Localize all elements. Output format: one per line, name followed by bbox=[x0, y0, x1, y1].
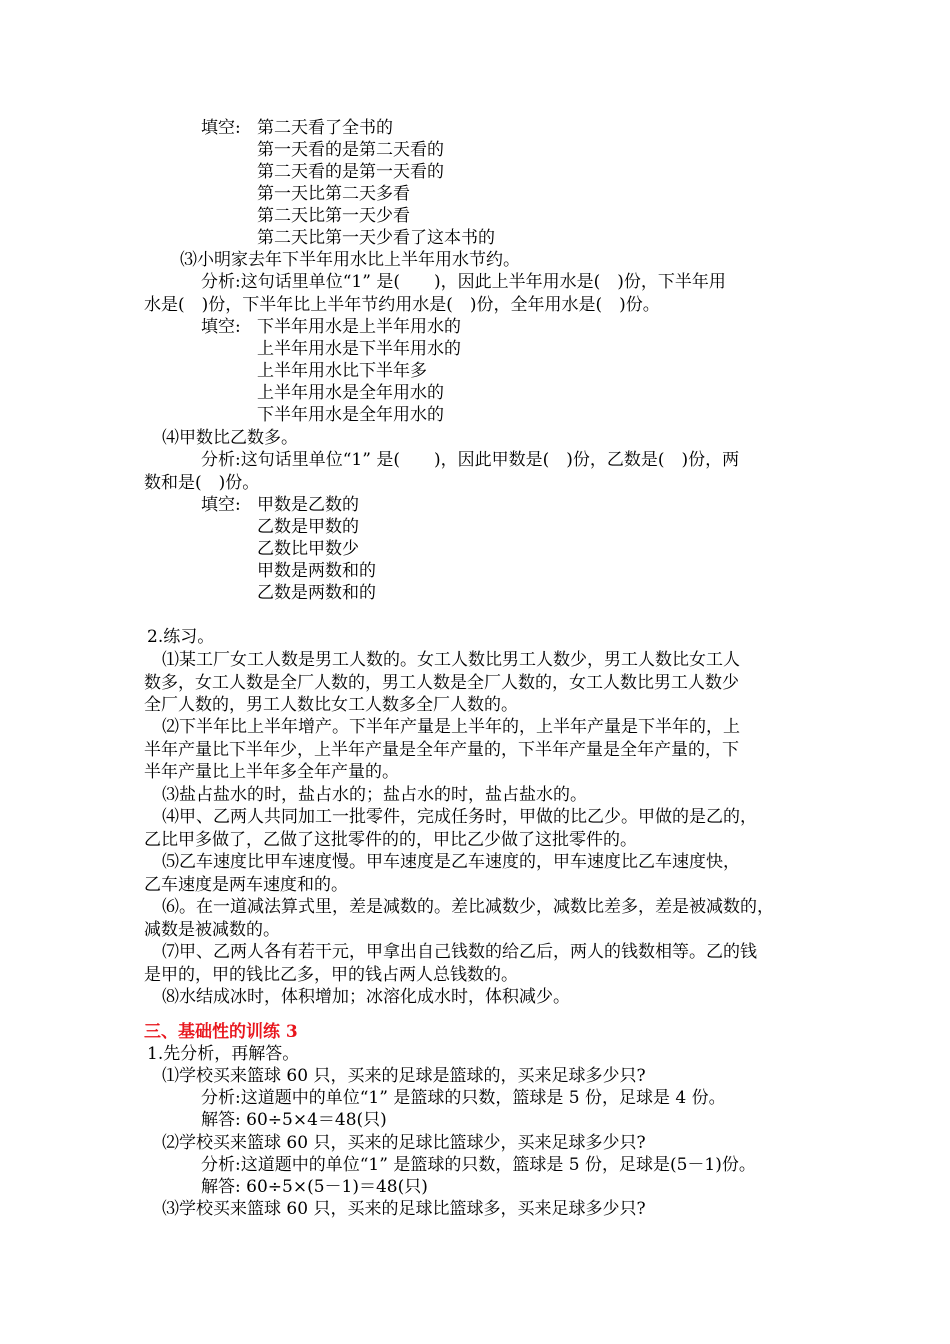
practice-heading: 2.练习。 bbox=[147, 627, 215, 647]
fill-line: 上半年用水是全年用水的 bbox=[257, 383, 444, 403]
fill-line: 乙数比甲数少 bbox=[257, 539, 359, 559]
practice-line: ⑻水结成冰时，体积增加；冰溶化成水时，体积减少。 bbox=[162, 987, 570, 1007]
fill-line: 第一天看的是第二天看的 bbox=[257, 140, 444, 160]
practice-line: 乙比甲多做了，乙做了这批零件的的，甲比乙少做了这批零件的。 bbox=[144, 830, 637, 850]
analysis-line: 分析:这道题中的单位“1” 是篮球的只数，篮球是 5 份，足球是 4 份。 bbox=[201, 1088, 726, 1108]
fill-label: 填空: bbox=[201, 317, 241, 337]
question-title: ⑷甲数比乙数多。 bbox=[162, 428, 298, 448]
problem-line: ⑵学校买来篮球 60 只，买来的足球比篮球少，买来足球多少只? bbox=[162, 1133, 646, 1153]
answer-line: 解答: 60÷5×4＝48(只) bbox=[201, 1110, 387, 1130]
practice-line: ⑹。在一道减法算式里，差是减数的。差比减数少，减数比差多，差是被减数的， bbox=[162, 897, 774, 917]
problem-line: ⑶学校买来篮球 60 只，买来的足球比篮球多，买来足球多少只? bbox=[162, 1199, 646, 1219]
analysis-line: 分析:这道题中的单位“1” 是篮球的只数，篮球是 5 份，足球是(5－1)份。 bbox=[201, 1155, 756, 1175]
fill-line: 甲数是乙数的 bbox=[257, 495, 359, 515]
practice-line: ⑴某工厂女工人数是男工人数的。女工人数比男工人数少，男工人数比女工人 bbox=[162, 650, 740, 670]
fill-line: 下半年用水是上半年用水的 bbox=[257, 317, 461, 337]
fill-line: 乙数是两数和的 bbox=[257, 583, 376, 603]
practice-line: 乙车速度是两车速度和的。 bbox=[144, 875, 348, 895]
analysis-line: 分析:这句话里单位“1” 是( )，因此甲数是( )份，乙数是( )份，两 bbox=[201, 450, 740, 470]
practice-line: ⑸乙车速度比甲车速度慢。甲车速度是乙车速度的，甲车速度比乙车速度快， bbox=[162, 852, 740, 872]
practice-line: ⑶盐占盐水的时，盐占水的；盐占水的时，盐占盐水的。 bbox=[162, 785, 587, 805]
analysis-line: 分析:这句话里单位“1” 是( )，因此上半年用水是( )份，下半年用 bbox=[201, 272, 726, 292]
practice-line: 减数是被减数的。 bbox=[144, 920, 280, 940]
practice-line: 半年产量比下半年少，上半年产量是全年产量的，下半年产量是全年产量的，下 bbox=[144, 740, 739, 760]
fill-line: 第二天比第一天少看 bbox=[257, 206, 410, 226]
fill-line: 第二天看了全书的 bbox=[257, 118, 393, 138]
question-title: ⑶小明家去年下半年用水比上半年用水节约。 bbox=[180, 250, 520, 270]
fill-label: 填空: bbox=[201, 118, 241, 138]
fill-line: 第一天比第二天多看 bbox=[257, 184, 410, 204]
fill-line: 上半年用水是下半年用水的 bbox=[257, 339, 461, 359]
problem-line: ⑴学校买来篮球 60 只，买来的足球是篮球的，买来足球多少只? bbox=[162, 1066, 646, 1086]
practice-line: ⑺甲、乙两人各有若干元，甲拿出自己钱数的给乙后，两人的钱数相等。乙的钱 bbox=[162, 942, 757, 962]
fill-line: 甲数是两数和的 bbox=[257, 561, 376, 581]
practice-line: 全厂人数的，男工人数比女工人数多全厂人数的。 bbox=[144, 695, 518, 715]
analysis-line: 水是( )份，下半年比上半年节约用水是( )份，全年用水是( )份。 bbox=[144, 295, 660, 315]
fill-label: 填空: bbox=[201, 495, 241, 515]
fill-line: 第二天比第一天少看了这本书的 bbox=[257, 228, 495, 248]
fill-line: 上半年用水比下半年多 bbox=[257, 361, 427, 381]
fill-line: 乙数是甲数的 bbox=[257, 517, 359, 537]
answer-line: 解答: 60÷5×(5－1)＝48(只) bbox=[201, 1177, 428, 1197]
practice-line: ⑵下半年比上半年增产。下半年产量是上半年的，上半年产量是下半年的，上 bbox=[162, 717, 740, 737]
practice-line: 是甲的，甲的钱比乙多，甲的钱占两人总钱数的。 bbox=[144, 965, 518, 985]
practice-line: ⑷甲、乙两人共同加工一批零件，完成任务时，甲做的比乙少。甲做的是乙的， bbox=[162, 807, 757, 827]
section-heading: 三、基础性的训练 3 bbox=[144, 1022, 298, 1042]
section-intro: 1.先分析，再解答。 bbox=[147, 1044, 300, 1064]
practice-line: 半年产量比上半年多全年产量的。 bbox=[144, 762, 399, 782]
fill-line: 下半年用水是全年用水的 bbox=[257, 405, 444, 425]
practice-line: 数多，女工人数是全厂人数的，男工人数是全厂人数的，女工人数比男工人数少 bbox=[144, 673, 739, 693]
analysis-line: 数和是( )份。 bbox=[144, 473, 260, 493]
fill-line: 第二天看的是第一天看的 bbox=[257, 162, 444, 182]
